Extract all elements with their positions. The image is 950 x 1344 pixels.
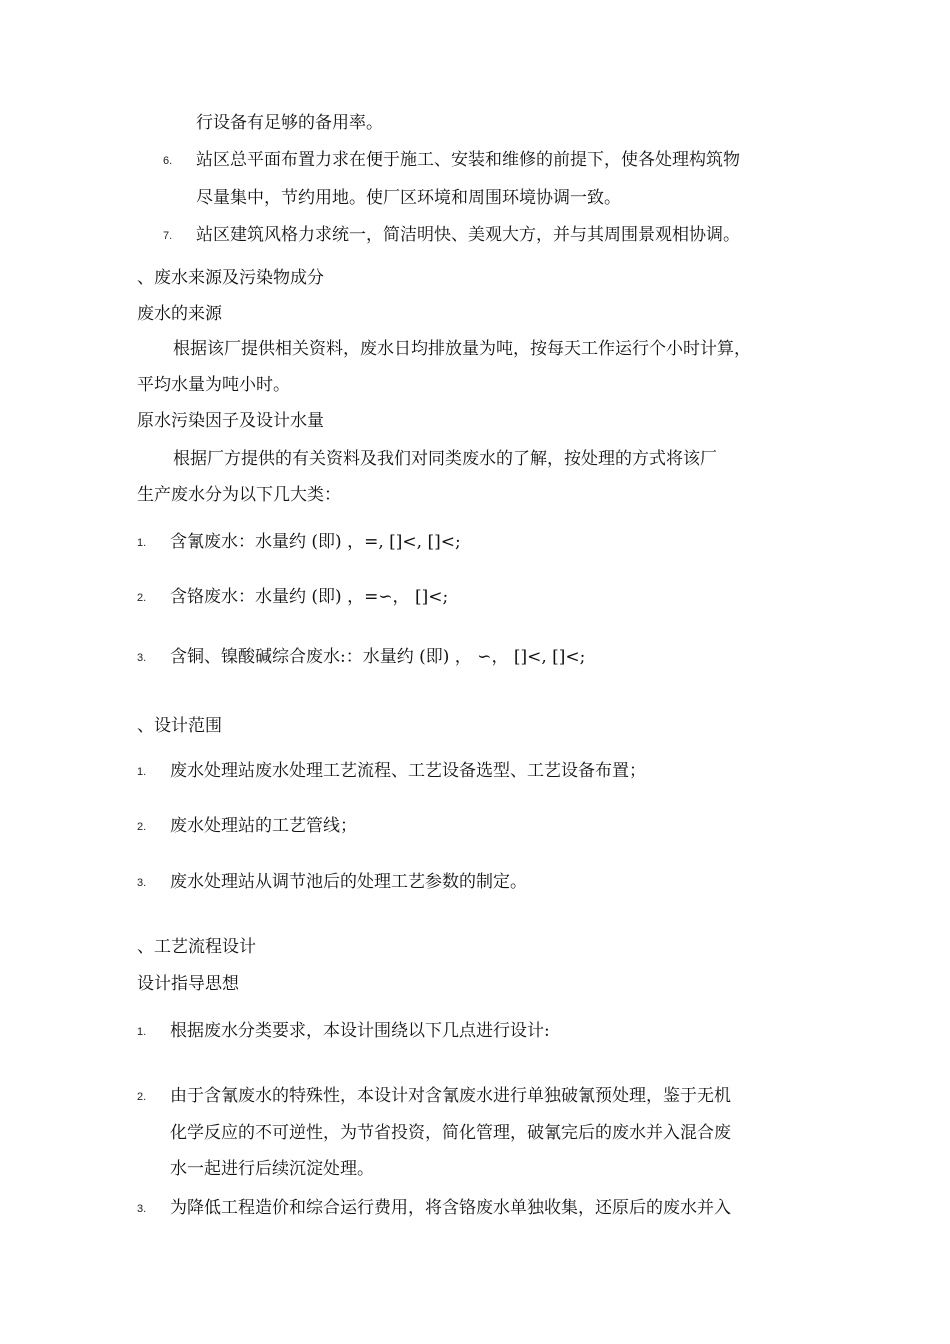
process-item-2-line1: 由于含氰废水的特殊性，本设计对含氰废水进行单独破氰预处理，鉴于无机	[170, 1086, 731, 1106]
wastewater-item-1-number: 1.	[137, 537, 147, 549]
process-item-1-number: 1.	[137, 1026, 147, 1038]
item-7-line1: 站区建筑风格力求统一，简洁明快、美观大方，并与其周围景观相协调。	[196, 225, 740, 245]
item-7-number: 7.	[163, 230, 173, 242]
scope-item-1-text: 废水处理站废水处理工艺流程、工艺设备选型、工艺设备布置；	[170, 761, 646, 781]
item-5-continuation: 行设备有足够的备用率。	[196, 113, 383, 133]
scope-item-3-number: 3.	[137, 877, 147, 889]
wastewater-item-1-text: 含氰废水：水量约 (即) ，=, []<, []<;	[170, 532, 461, 552]
section-heading-source: 、废水来源及污染物成分	[137, 268, 324, 288]
process-item-1-text: 根据废水分类要求，本设计围绕以下几点进行设计:	[170, 1021, 550, 1041]
item-6-number: 6.	[163, 155, 173, 167]
process-item-2-number: 2.	[137, 1091, 147, 1103]
scope-item-2-text: 废水处理站的工艺管线；	[170, 816, 357, 836]
wastewater-item-2-text: 含铬废水：水量约 (即) ，=∽， []<;	[170, 587, 449, 607]
scope-item-3-text: 废水处理站从调节池后的处理工艺参数的制定。	[170, 872, 527, 892]
wastewater-item-3-number: 3.	[137, 652, 147, 664]
item-6-line2: 尽量集中，节约用地。使厂区环境和周围环境协调一致。	[196, 188, 621, 208]
process-item-3-line1: 为降低工程造价和综合运行费用，将含铬废水单独收集，还原后的废水并入	[170, 1198, 731, 1218]
section-heading-scope: 、设计范围	[137, 716, 222, 736]
process-item-2-line2: 化学反应的不可逆性，为节省投资，简化管理，破氰完后的废水并入混合废	[170, 1123, 731, 1143]
paragraph-pollutants-line2: 生产废水分为以下几大类：	[137, 485, 341, 505]
process-item-2-line3: 水一起进行后续沉淀处理。	[170, 1159, 374, 1179]
item-6-line1: 站区总平面布置力求在便于施工、安装和维修的前提下，使各处理构筑物	[196, 150, 740, 170]
subheading-guiding-ideas: 设计指导思想	[137, 974, 239, 994]
scope-item-1-number: 1.	[137, 766, 147, 778]
section-heading-process: 、工艺流程设计	[137, 937, 256, 957]
paragraph-source-line2: 平均水量为吨小时。	[137, 375, 290, 395]
subheading-source: 废水的来源	[137, 304, 222, 324]
process-item-3-number: 3.	[137, 1203, 147, 1215]
subheading-pollutants: 原水污染因子及设计水量	[137, 411, 324, 431]
scope-item-2-number: 2.	[137, 821, 147, 833]
wastewater-item-3-text: 含铜、镍酸碱综合废水:：水量约 (即) ， ∽， []<, []<;	[170, 647, 586, 667]
paragraph-pollutants-line1: 根据厂方提供的有关资料及我们对同类废水的了解，按处理的方式将该厂	[173, 449, 717, 469]
paragraph-source-line1: 根据该厂提供相关资料，废水日均排放量为吨，按每天工作运行个小时计算，	[173, 339, 751, 359]
wastewater-item-2-number: 2.	[137, 592, 147, 604]
